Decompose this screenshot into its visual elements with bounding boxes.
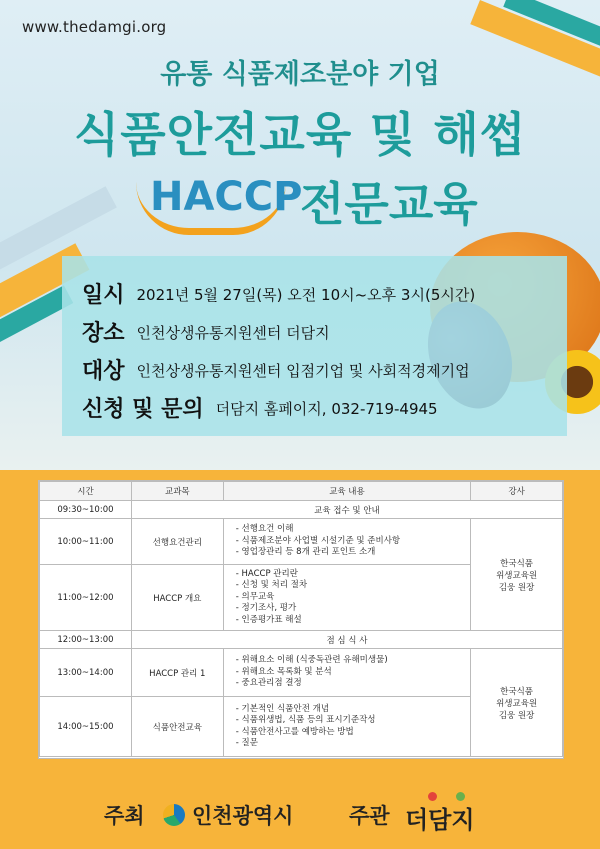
content-cell — [223, 519, 470, 565]
table-header-cell: 교육 내용 — [223, 482, 470, 501]
instructor-line: 김웅 원장 — [498, 710, 535, 721]
time-cell: 13:00~14:00 — [40, 649, 132, 697]
instructor-line: 한국식품 — [500, 686, 534, 697]
list-item: - 위해요소 목록화 및 분석 — [236, 667, 470, 678]
time-cell: 11:00~12:00 — [40, 565, 132, 631]
table-row — [40, 649, 563, 697]
info-date-label: 일시 — [82, 283, 125, 308]
list-item: - 의무교육 — [236, 592, 470, 603]
info-target — [82, 354, 470, 385]
list-item: - 신청 및 처리 절차 — [236, 580, 470, 591]
instructor-line: 위생교육원 — [496, 570, 538, 581]
list-item: - 식품위생법, 식품 등의 표시기준작성 — [236, 715, 470, 726]
info-date — [82, 278, 475, 309]
time-cell: 14:00~15:00 — [40, 697, 132, 757]
organizer-label: 주관 — [349, 804, 390, 828]
list-item: - 식품안전사고를 예방하는 방법 — [236, 727, 470, 738]
list-item: - 질문 — [236, 738, 470, 749]
list-item: - 정기조사, 평가 — [236, 603, 470, 614]
info-apply-label: 신청 및 문의 — [82, 397, 204, 422]
info-place — [82, 316, 330, 347]
list-item: - 위해요소 이해 (식중독관련 유해미생물) — [236, 655, 470, 666]
full-row-cell: 점 심 식 사 — [131, 631, 562, 649]
table-row — [40, 631, 563, 649]
info-target-label: 대상 — [82, 359, 125, 384]
list-item: - 식품제조분야 사업별 시설기준 및 준비사항 — [236, 536, 470, 547]
info-place-value: 인천상생유통지원센터 더담지 — [136, 324, 330, 342]
organizer-name: 더담지 — [405, 806, 475, 834]
time-cell: 12:00~13:00 — [40, 631, 132, 649]
list-item: - 중요관리점 결정 — [236, 678, 470, 689]
table-header-cell: 시간 — [40, 482, 132, 501]
subject-cell: 선행요건관리 — [131, 519, 223, 565]
main-title-2: 전문교육 — [300, 177, 478, 231]
schedule-table — [39, 481, 563, 757]
info-apply-value: 더담지 홈페이지, 032-719-4945 — [215, 400, 438, 418]
table-header-cell: 교과목 — [131, 482, 223, 501]
main-title: 식품안전교육 및 해썹 — [73, 108, 527, 163]
content-cell — [223, 649, 470, 697]
full-row-cell: 교육 접수 및 안내 — [131, 501, 562, 519]
instructor-cell — [471, 649, 563, 757]
subtitle: 유통 식품제조분야 기업 — [160, 59, 440, 90]
time-cell: 10:00~11:00 — [40, 519, 132, 565]
info-target-value: 인천상생유통지원센터 입점기업 및 사회적경제기업 — [136, 362, 470, 380]
list-item: - 영업장관리 등 8개 관리 포인트 소개 — [236, 547, 470, 558]
haccp-text: HACCP — [150, 174, 303, 220]
list-item: - HACCP 관리란 — [236, 569, 470, 580]
incheon-logo-icon — [163, 804, 185, 826]
info-date-value: 2021년 5월 27일(목) 오전 10시~오후 3시(5시간) — [136, 286, 476, 304]
list-item: - 인증평가표 해설 — [236, 615, 470, 626]
time-cell: 09:30~10:00 — [40, 501, 132, 519]
table-row — [40, 501, 563, 519]
host-label: 주최 — [104, 804, 145, 828]
host-name: 인천광역시 — [192, 804, 294, 828]
list-item: - 기본적인 식품안전 개념 — [236, 704, 470, 715]
subject-cell: HACCP 관리 1 — [131, 649, 223, 697]
schedule-table-panel — [38, 480, 564, 759]
instructor-line: 한국식품 — [500, 558, 534, 569]
instructor-line: 위생교육원 — [496, 698, 538, 709]
site-url: www.thedamgi.org — [22, 18, 167, 36]
table-header-row — [40, 482, 563, 501]
list-item: - 선행요건 이해 — [236, 524, 470, 535]
info-box — [62, 256, 567, 436]
info-place-label: 장소 — [82, 321, 125, 346]
content-cell — [223, 565, 470, 631]
instructor-line: 김웅 원장 — [498, 582, 535, 593]
table-header-cell: 강사 — [471, 482, 563, 501]
instructor-cell — [471, 519, 563, 631]
table-row — [40, 519, 563, 565]
subject-cell: HACCP 개요 — [131, 565, 223, 631]
info-apply — [82, 392, 438, 423]
content-cell — [223, 697, 470, 757]
subject-cell: 식품안전교육 — [131, 697, 223, 757]
